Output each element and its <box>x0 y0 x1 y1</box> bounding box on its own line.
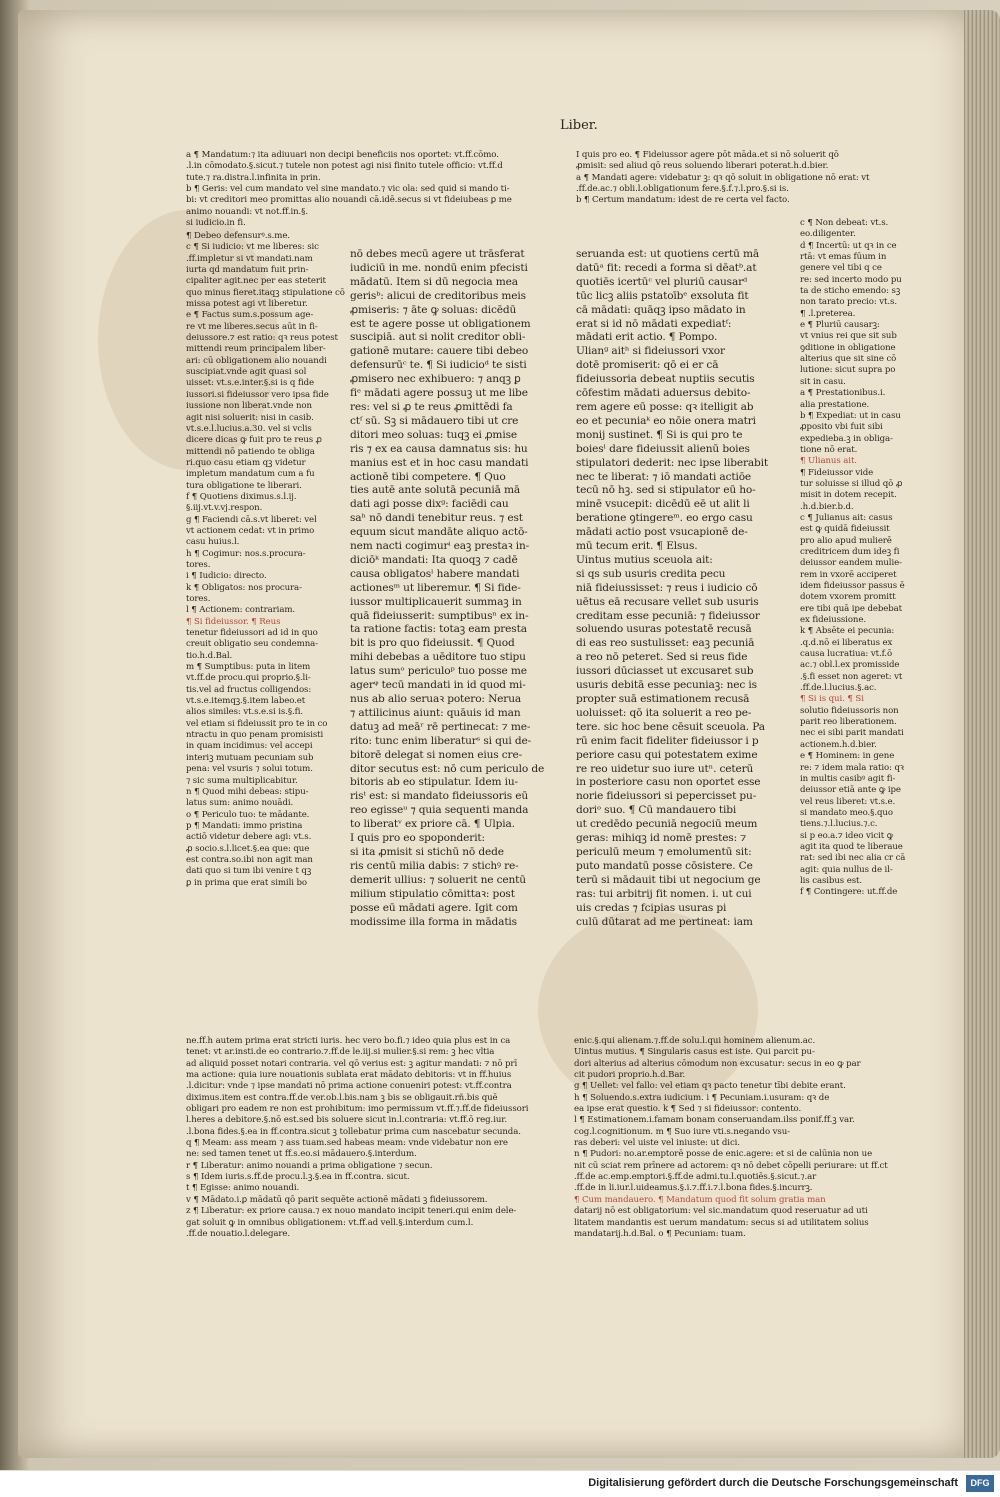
text-line: alia prestatione. <box>800 399 870 410</box>
text-line: gerisᵇ: alicui de creditoribus meis <box>350 289 526 302</box>
text-line: quotiēs icertūᶜ vel pluriū causarᵈ <box>576 275 748 288</box>
text-line: lis casibus est. <box>800 875 862 886</box>
text-line: ntractu in quo penam promisisti <box>186 730 324 741</box>
text-line: .§.fi esset non ageret: vt <box>800 671 903 682</box>
text-line: ut credēdo pecuniā negociū meum <box>576 818 758 831</box>
text-line: actionem.h.d.bier. <box>800 739 877 750</box>
text-line: re vt me liberes.secus aūt in fi- <box>186 321 318 332</box>
text-line: nit cū sciat rem prīnere ad actorem: qꝛ nō debet cōpelli periurare: ut ff.ct <box>574 1160 888 1171</box>
text-line: a ¶ Mandatum:⁊ ita adiuuari non decipi beneficiis nos oportet: vt.ff.cōmo. <box>186 150 499 160</box>
text-line: bit is pro quo fideiussit. ¶ Quod <box>350 637 515 650</box>
text-line: ⁊ sic suma multiplicabitur. <box>186 775 298 786</box>
text-line: fiᵉ mādati agere possuꝫ ut me libe <box>350 387 528 400</box>
text-line: rtā: vt emas fūum in <box>800 252 887 263</box>
text-line: ꝓ socio.s.l.licet.§.ea que: que <box>186 843 310 854</box>
text-line: .q.d.nō ei liberatus ex <box>800 637 893 648</box>
gloss-top-right <box>576 150 896 207</box>
text-line: ma actione: quia iure nouationis sublata erat mādato debitoris: vt in ff.huius <box>186 1070 512 1081</box>
text-line: si qs sub usuris credita pecu <box>576 567 726 580</box>
text-line: deiussore.⁊ est ratio: qꝛ reus potest <box>186 333 338 344</box>
text-line: ta de sticho emendo: sꝫ <box>800 286 901 297</box>
text-line: ¶ Fideiussor vide <box>800 467 874 478</box>
text-line: actiō videtur debere agi: vt.s. <box>186 832 312 843</box>
text-line: obligari pro eadem re non est prohibitum: imo permissum vt.ff.⁊.ff.de fideiussori <box>186 1104 529 1115</box>
text-line: sit in casu. <box>800 376 846 387</box>
text-line: est contra.so.ibi non agit man <box>186 854 313 865</box>
text-line: dicere dicas ꝙ fuit pro te reus ꝓ <box>186 435 322 446</box>
text-line: tute.⁊ ra.distra.l.infinita in prin. <box>186 172 321 183</box>
text-line: ꝓmiseris: ⁊ āte ꝙ soluas: dicēdū <box>350 303 517 316</box>
text-line: .h.d.bier.b.d. <box>800 501 854 512</box>
text-line: g ¶ Uellet: vel fallo: vel etiam qꝛ pacto tenetur tībi debite erant. <box>574 1081 846 1092</box>
text-line: tere. sic hoc bene cēsuit sceuola. Pa <box>576 720 765 733</box>
text-line: pena: vel vsuris ⁊ solui totum. <box>186 764 313 775</box>
text-line: ras: tui arbitrij fit nomen. i. ut cui <box>576 887 752 900</box>
text-line: .l.dicitur: vnde ⁊ ipse mandati nō prima actione conueniri potest: vt.ff.contra <box>186 1081 512 1092</box>
text-line: ri.quo casu etiam qꝫ videtur <box>186 457 306 468</box>
text-line: ⁊ attilicinus aiunt: quāuis id man <box>350 706 521 719</box>
text-line: f ¶ Contingere: ut.ff.de <box>800 887 898 898</box>
text-line: datarij nō est obligatorium: vel sic.mandatum quod reseruatur ad uti <box>574 1206 868 1217</box>
text-line: iudiciū in me. nondū enim pfecisti <box>350 261 528 274</box>
text-line: bitoris ab eo stipulatur. Idem iu- <box>350 776 518 789</box>
text-line: Uintus mutius sceuola ait: <box>576 553 713 566</box>
text-line: manius est et in hoc casu mandati <box>350 456 529 469</box>
text-line: dori alterius ad alterius cōmodum non excusatur: secus in eo ꝙ par <box>574 1058 861 1069</box>
text-line: deiussor etiā ante ꝙ ipe <box>800 785 901 796</box>
text-line: casu huius.l. <box>186 537 240 548</box>
text-line: g ¶ Faciendi cā.s.vt liberet: vel <box>186 514 317 525</box>
text-line: tio.h.d.Bal. <box>186 650 233 661</box>
text-line: b ¶ Expediat: ut in casu <box>800 410 901 421</box>
text-line: tura obligatione te liberari. <box>186 480 302 491</box>
text-line: mū tecum erit. ¶ Elsus. <box>576 540 698 553</box>
text-line: si ita ꝓmisit si stichū nō dede <box>350 845 504 858</box>
text-line: bi: vt creditori meo promittas alio nouandi cā.idē.secus si vt fideiubeas ꝑ me <box>186 195 512 206</box>
text-line: .ff.de ac.emp.emptori.§.ff.de admi.tu.l.quotiēs.§.sicut.⁊.ar <box>574 1172 817 1183</box>
text-line: eo.diligenter. <box>800 229 856 240</box>
text-line: suscipiā. aut si nolit creditor obli- <box>350 331 526 344</box>
text-line: usuris debitā esse pecuniaꝫ: nec is <box>576 679 757 692</box>
text-line: deiussor eandem mulie- <box>800 558 902 569</box>
page-edges <box>964 10 1000 1458</box>
text-line: ne.ff.h autem prima erat stricti iuris. hec vero bo.fi.⁊ ideo quia plus est in ca <box>186 1036 511 1046</box>
text-line: demerit ullius: ⁊ soluerit ne centū <box>350 873 526 886</box>
text-line: .ff.de.l.lucius.§.ac. <box>800 683 877 694</box>
text-line: missa potest agi vt liberetur. <box>186 299 308 310</box>
text-line: l.heres a debitore.§.nō est.sed bis soluere sicut in.l.contraria: vt.ff.ō reg.iur. <box>186 1115 507 1126</box>
text-line: enic.§.qui alienam.⁊.ff.de solu.l.qui hominem alienum.ac. <box>574 1036 816 1046</box>
text-line: vt vnius rei que sit sub <box>800 331 897 342</box>
text-line: ditori meo soluas: tuqꝫ ei ꝓmise <box>350 428 517 441</box>
text-column-right <box>576 248 798 929</box>
text-line: mihi debebas a uēditore tuo stipu <box>350 651 526 664</box>
text-line: cōfestim mādati aduersus debito- <box>576 387 751 400</box>
text-line: pro alio apud mulierē <box>800 535 892 546</box>
text-line: rito: tunc enim liberaturˢ si qui de- <box>350 734 532 747</box>
text-line: puto mandatū posse cōsistere. Ce <box>576 859 753 872</box>
text-line: in quam incidimus: vel accepi <box>186 741 313 752</box>
text-line: ¶ Si fideiussor. ¶ Reus <box>186 616 281 627</box>
gloss-bottom-right <box>574 1036 922 1240</box>
text-line: rem agere eū posse: qꝛ itelligit ab <box>576 400 754 413</box>
text-line: h ¶ Cogimur: nos.s.procura- <box>186 548 306 559</box>
text-line: lutione: sicut supra po <box>800 365 896 376</box>
text-line: si mandato meo.§.quo <box>800 807 893 818</box>
text-line: ¶ .l.preterea. <box>800 308 856 319</box>
text-line: ꝓmisero nec exhibuero: ⁊ anqꝫ ꝑ <box>350 373 521 386</box>
text-line: boiesˡ dare fideiussit alienū boies <box>576 442 750 455</box>
text-line: creditricem dum ideꝫ fi <box>800 546 900 557</box>
text-line: soluendo usuras potestatē recusā <box>576 623 752 636</box>
text-line: ras deberi: vel uiste vel iniuste: ut dici. <box>574 1138 740 1149</box>
text-line: §.iij.vt.v.vj.respon. <box>186 503 263 514</box>
text-line: ac.⁊ obl.l.ex promisside <box>800 660 900 671</box>
text-line: ris centū milia dabis: ⁊ stichꝰ re- <box>350 859 519 872</box>
text-line: i ¶ Iudicio: directo. <box>186 571 267 582</box>
text-line: geras: mihiqꝫ id nomē prestes: ⁊ <box>576 832 747 845</box>
text-line: datuꝫ ad meāʳ rē pertinecat: ⁊ me- <box>350 720 531 733</box>
text-line: uis credas ⁊ fcipias usuras pi <box>576 901 727 914</box>
gloss-bottom-left <box>186 1036 571 1240</box>
text-line: dati quo si tum ibi venire t qꝫ <box>186 866 312 877</box>
text-line: uētus eā recusare vellet sub usuris <box>576 595 759 608</box>
text-line: re: ⁊ idem mala ratio: qꝛ <box>800 762 904 773</box>
text-line: .l.in cōmodato.§.sicut.⁊ tutele non potest agi nisi finito tutele officio: vt.ff.d <box>186 161 503 172</box>
text-line: vel etiam si fideiussit pro te in co <box>186 718 328 729</box>
text-line: animo nouandi: vt not.ff.in.§. <box>186 206 309 217</box>
text-line: .ff.de nouatio.l.delegare. <box>186 1228 291 1239</box>
text-line: q ¶ Meam: ass meam ⁊ ass tuam.sed habeas meam: vnde videbatur non ere <box>186 1138 508 1149</box>
text-line: .l.bona fides.§.ea in ff.contra.sicut ꝫ tollebatur prima cum nascebatur secunda. <box>186 1126 521 1137</box>
text-line: vt.s.e.itemqꝫ.§.item labeo.et <box>186 696 306 707</box>
text-line: doriᵒ suo. ¶ Cū mandauero tibi <box>576 804 737 817</box>
text-line: tis.vel ad fructus colligendos: <box>186 684 312 695</box>
text-line: k ¶ Obligatos: nos procura- <box>186 582 302 593</box>
text-line: solutio fideiussoris non <box>800 705 899 716</box>
text-line: r ¶ Liberatur: animo nouandi a prima obligatione ⁊ secun. <box>186 1160 433 1171</box>
gloss-left-margin <box>186 231 346 889</box>
gloss-right-margin <box>800 218 922 899</box>
text-line: impletum mandatum cum a fu <box>186 469 315 480</box>
text-line: terū si mādauit tibi ut negocium ge <box>576 873 761 886</box>
text-line: ta ratione factis: totaꝫ eam presta <box>350 623 527 636</box>
text-line: nō debes mecū agere ut trāsferat <box>350 248 525 260</box>
text-line: l ¶ Actionem: contrariam. <box>186 605 296 616</box>
text-line: l ¶ Estimationem.i.famam bonam conseruandam.ilss ponif.ff.ꝫ var. <box>574 1115 855 1126</box>
text-line: I quis pro eo spoponderit: <box>350 832 485 845</box>
text-line: ¶ Si is qui. ¶ Si <box>800 694 864 705</box>
text-line: parit reo liberationem. <box>800 717 897 728</box>
text-line: nec ei sibi parit mandati <box>800 728 904 739</box>
text-line: nem nacti cogimurⁱ eaꝫ prestaꝛ in- <box>350 540 530 553</box>
text-line: cog.l.cognitionum. m ¶ Suo iure vti.s.negando vsu- <box>574 1126 790 1137</box>
text-line: tenetur fideiussori ad id in quo <box>186 628 318 639</box>
text-line: gat soluit ꝙ in omnibus obligationem: vt.ff.ad vell.§.interdum cum.l. <box>186 1217 474 1228</box>
text-line: di eas reo sustulisset: eaꝫ pecuniā <box>576 637 755 650</box>
text-line: e ¶ Pluriū causarꝫ: <box>800 320 880 331</box>
text-line: b ¶ Geris: vel cum mandato vel sine mandato.⁊ vic ola: sed quid si mando ti- <box>186 184 510 195</box>
footer-bar <box>0 1470 1000 1497</box>
text-line: ¶ Debeo defensurꝰ.s.me. <box>186 231 290 241</box>
text-line: e ¶ Hominem: in gene <box>800 751 895 762</box>
text-line: to liberatᵛ ex priore cā. ¶ Ulpia. <box>350 818 515 831</box>
text-line: n ¶ Quod mihi debeas: stipu- <box>186 786 309 797</box>
text-line: ¶ Cum mandauero. ¶ Mandatum quod fit solum gratia man <box>574 1194 826 1205</box>
text-line: agit: quia nullus de il- <box>800 864 893 875</box>
text-line: tores. <box>186 559 211 570</box>
text-line: minē vsucepit: dicēdū eē ut alit li <box>576 498 750 511</box>
text-line: n ¶ Pudori: no.ar.emptorē posse de enic.agere: et si de calūnia non ue <box>574 1149 873 1160</box>
text-line: niā fideiussisset: ⁊ reus i iudicio cō <box>576 581 758 594</box>
text-line: periculū meum ⁊ emolumentū sit: <box>576 845 752 858</box>
text-line: in posteriore casu non oportet esse <box>576 776 761 789</box>
text-line: posse eū mādati agere. Igit com <box>350 901 518 914</box>
text-line: ctᶠ sū. Sꝫ si mādauero tibi ut cre <box>350 414 519 427</box>
text-line: eo et pecuniaᵏ eo nōie onera matri <box>576 414 756 427</box>
text-line: periore casu qui potestatem exime <box>576 748 758 761</box>
text-line: uisset: vt.s.e.inter.§.si is q fide <box>186 378 315 389</box>
text-line: a ¶ Mandati agere: videbatur ꝫ: qꝛ qō soluit in obligatione nō erat: vt <box>576 172 870 183</box>
text-line: iussori dūciasset ut excusaret sub <box>576 665 754 678</box>
text-line: ꝓmisit: sed aliud qō reus soluendo liberari poterat.h.d.bier. <box>576 161 829 172</box>
text-line: rem in vxorē acciperet <box>800 569 897 580</box>
text-line: culū dūtarat ad me pertineat: iam <box>576 915 753 928</box>
text-line: mittendi reum principalem liber- <box>186 344 326 355</box>
text-line: vt.s.e.l.lucius.a.30. vel si vclis <box>186 423 312 434</box>
text-line: norie fideiussori si pepercisset pu- <box>576 790 757 803</box>
text-line: z ¶ Liberatur: ex priore causa.⁊ ex nouo mandato incipit teneri.qui enim dele- <box>186 1206 517 1217</box>
text-line: propter suā estimationem recusā <box>576 693 750 705</box>
text-line: est ꝙ quidā fideiussit <box>800 524 890 535</box>
text-line: p ¶ Mandati: immo pristina <box>186 820 303 831</box>
text-line: ditor secutus est: nō cum periculo de <box>350 762 545 775</box>
text-line: tur soluisse si illud qō ꝓ <box>800 478 903 489</box>
text-line: iussione non liberat.vnde non <box>186 401 312 412</box>
text-line: e ¶ Factus sum.s.possum age- <box>186 310 314 321</box>
text-line: in multis casibꝰ agit fi- <box>800 773 896 784</box>
text-line: est te agere posse ut obligationem <box>350 317 531 330</box>
text-line: actionē tibi competere. ¶ Quo <box>350 470 506 483</box>
text-line: seruanda est: ut quotiens certū mā <box>576 248 760 260</box>
text-line: vel reus liberet: vt.s.e. <box>800 796 896 807</box>
text-line: ¶ Ulianus ait. <box>800 456 857 467</box>
text-line: a ¶ Prestationibus.i. <box>800 388 886 399</box>
text-line: gationē mutare: cauere tibi debeo <box>350 345 529 358</box>
text-line: agit nisi soluerit: nisi in casib. <box>186 412 314 423</box>
text-line: diciōᵏ mandati: Ita quoqꝫ ⁊ cadē <box>350 553 518 566</box>
text-line: v ¶ Mādato.i.ꝑ mādatū qō parit sequēte actionē mādati ꝫ fideiussorem. <box>186 1194 488 1205</box>
text-line: Ulianᵍ aitʰ si fideiussori vxor <box>576 345 725 358</box>
text-line: uoluisset: qō ita soluerit a reo pe- <box>576 706 752 719</box>
text-line: tiens.⁊.l.lucius.⁊.c. <box>800 819 878 830</box>
text-line: mādati actio post vsucapionē de- <box>576 526 748 539</box>
text-line: ex fideiussione. <box>800 615 866 626</box>
text-line: idem fideiussor passus ē <box>800 581 905 591</box>
text-line: f ¶ Quotiens diximus.s.l.ij. <box>186 491 297 502</box>
text-line: ere tibi quā ipe debebat <box>800 603 903 614</box>
text-line: dati agi posse dixᵍ: faciēdi cau <box>350 498 509 511</box>
dfg-logo: DFG <box>966 1475 994 1492</box>
text-line: ꝯditione in obligatione <box>800 342 896 353</box>
text-line: tecū nō hꝫ. sed si stipulator eū ho- <box>576 484 756 497</box>
text-line: tūc licꝫ aliis pstatoībᵉ exsoluta fit <box>576 289 749 302</box>
text-line: ari: cū obligationem alio nouandi <box>186 355 327 366</box>
text-line: mittendi nō patiendo te obliga <box>186 446 315 457</box>
text-line: erat si id nō mādati expediatᶠ: <box>576 317 732 330</box>
text-line: rat: sed ibi nec alia cr cā <box>800 853 906 864</box>
text-line: tione nō erat. <box>800 444 858 455</box>
text-line: mādatū. Item si dū negocia mea <box>350 275 518 288</box>
text-line: bitorē delegat si nomen eius cre- <box>350 748 523 761</box>
text-line: interiꝫ mutuam pecuniam sub <box>186 752 314 763</box>
text-line: ne: sed tamen tenet ut ff.s.eo.si mādauero.§.interdum. <box>186 1149 417 1160</box>
text-line: ꝓposito vbi fuit sibi <box>800 422 883 433</box>
text-line: agerᵠ tecū mandati in id quod mi- <box>350 679 526 692</box>
text-line: agit ita quod te liberaue <box>800 841 903 852</box>
gloss-top-left <box>186 150 566 229</box>
text-line: c ¶ Si iudicio: vt me liberes: sic <box>186 242 319 253</box>
text-line: dotem vxorem promitt <box>800 592 896 603</box>
text-line: iurta qd mandatum fuit prin- <box>186 265 309 276</box>
text-line: o ¶ Periculo tuo: te mādante. <box>186 809 310 820</box>
text-line: ties autē ante solutā pecuniā mā <box>350 484 521 497</box>
text-line: modissime illa forma in mādatis <box>350 915 517 928</box>
text-line: stipulatori dederit: nec ipse liberabit <box>576 456 769 469</box>
text-line: actionesᵐ ut liberemur. ¶ Si fide- <box>350 581 521 594</box>
text-line: mādati erit actio. ¶ Pompo. <box>576 331 718 344</box>
text-line: iussori.si fideiussor vero ipsa fide <box>186 389 329 400</box>
text-line: .ff.de.ac.⁊ obli.l.obligationum fere.§.f.⁊.l.pro.§.si is. <box>576 184 789 195</box>
text-line: monij sustinet. ¶ Si is qui pro te <box>576 428 743 441</box>
text-line: si iudicio.in fi. <box>186 218 246 229</box>
text-line: creuit obligatio seu condemna- <box>186 639 318 650</box>
text-line: dotē promiserit: qō ei er cā <box>576 359 719 372</box>
text-line: fideiussoria debeat nuptiis secutis <box>576 373 755 386</box>
text-line: latus sumᵒ periculoᵖ tuo posse me <box>350 665 527 678</box>
text-line: reo egisseᵘ ⁊ quia sequenti manda <box>350 804 529 817</box>
text-line: alterius que sit sine cō <box>800 354 897 365</box>
text-line: milium stipulatio cōmittaꝛ: post <box>350 887 515 900</box>
text-line: rū enim facit fideliter fideiussor i p <box>576 734 759 747</box>
text-line: suscipiat.vnde agit quasi sol <box>186 367 307 378</box>
text-line: ꝑ in prima que erat simili bo <box>186 877 307 888</box>
text-line: equum sicut mandāte aliquo actō- <box>350 526 528 539</box>
text-line: saʰ nō dandi tenebitur reus. ⁊ est <box>350 512 523 525</box>
running-head: Liber. <box>560 118 598 133</box>
text-line: .ff.impletur si vt mandati.nam <box>186 253 313 264</box>
text-line: cā mādati: quāqꝫ ipso mādato in <box>576 303 746 316</box>
text-line: creditam esse pecuniā: ⁊ fideiussor <box>576 609 760 622</box>
text-line: cipaliter agit.nec per eas steterit <box>186 276 326 287</box>
funding-credit: Digitalisierung gefördert durch die Deutsche Forschungsgemeinschaft <box>588 1477 958 1489</box>
text-line: re reo uidetur suo iure utⁿ. ceterū <box>576 762 754 775</box>
text-line: k ¶ Absēte ei pecunia: <box>800 626 895 637</box>
text-line: nec te liberat: ⁊ iō mandati actiōe <box>576 470 752 483</box>
text-line: defensurūᶜ te. ¶ Si iudicioᵈ te sisti <box>350 359 527 372</box>
text-line: tenet: vt ar.insti.de eo contrario.⁊.ff.de le.iij.si mulier.§.si rem: ꝫ hec vltia <box>186 1047 495 1058</box>
text-line: non tarato precio: vt.s. <box>800 297 897 308</box>
text-line: si p eo.a.⁊ ideo vicit ꝙ <box>800 830 894 841</box>
text-line: ad aliquid posset notari contraria. vel qō verius est: ꝫ agitur mandati: ⁊ nō prī <box>186 1058 518 1069</box>
text-line: ea ipse erat questio. k ¶ Sed ⁊ si fideiussor: contento. <box>574 1104 802 1115</box>
text-line: datūᵃ fit: recedi a forma si dēatᵇ.at <box>576 261 757 274</box>
text-line: vt actionem cedat: vt in primo <box>186 525 315 536</box>
text-line: h ¶ Soluendo.s.extra iudicium. i ¶ Pecuniam.i.usuram: qꝛ de <box>574 1092 830 1103</box>
text-line: s ¶ Idem iuris.s.ff.de procu.l.ꝫ.§.ea in ff.contra. sicut. <box>186 1172 410 1183</box>
text-line: beratione ꝯtingereᵐ. eo ergo casu <box>576 512 753 525</box>
text-line: tores. <box>186 594 211 604</box>
text-line: misit in dotem recepit. <box>800 490 897 501</box>
text-line: quā fideiusserit: sumptibusⁿ ex in- <box>350 609 529 622</box>
text-line: I quis pro eo. ¶ Fideiussor agere pōt māda.et si nō soluerit qō <box>576 150 839 160</box>
text-line: causa lucratiua: vt.f.ō <box>800 649 893 660</box>
text-line: c ¶ Julianus ait: casus <box>800 512 893 523</box>
text-line: c ¶ Non debeat: vt.s. <box>800 218 889 228</box>
text-line: t ¶ Egisse: animo nouandi. <box>186 1183 300 1194</box>
text-line: litatem mandantis est uerum mandatum: secus si ad utilitatem solius <box>574 1217 869 1228</box>
text-line: d ¶ Incertū: ut qꝛ in ce <box>800 240 897 251</box>
text-line: m ¶ Sumptibus: puta in litem <box>186 662 311 673</box>
text-line: alios similes: vt.s.e.si is.§.fi. <box>186 707 304 718</box>
text-line: .ff.de in li.iur.l.uideamus.§.i.⁊.ff.i.⁊.l.bona fides.§.incurrꝫ. <box>574 1183 813 1194</box>
text-line: vt.ff.de procu.qui proprio.§.li- <box>186 673 311 684</box>
text-line: risᵗ est: si mandato fideiussoris eū <box>350 790 529 803</box>
text-line: quo minus fieret.itaqꝫ stipulatione cō <box>186 287 345 298</box>
text-line: re: sed incerto modo pu <box>800 274 902 285</box>
text-line: nus ab alio seruaꝛ potero: Nerua <box>350 693 522 705</box>
text-line: diximus.item est contra.ff.de ver.ob.l.bis.nam ꝫ bis se obligauit.rñ.bis quē <box>186 1092 498 1103</box>
text-line: expedieba.ꝫ in obliga- <box>800 433 893 444</box>
text-line: b ¶ Certum mandatum: idest de re certa vel facto. <box>576 195 790 206</box>
text-line: latus sum: animo nouādi. <box>186 798 294 809</box>
text-line: Uintus mutius. ¶ Singularis casus est iste. Qui parcit pu- <box>574 1047 815 1058</box>
text-line: ris ⁊ ex ea causa damnatus sis: hu <box>350 442 528 455</box>
text-line: mandatarij.h.d.Bal. o ¶ Pecuniam: tuam. <box>574 1228 746 1239</box>
text-line: cit pudori proprio.h.d.Bar. <box>574 1070 686 1081</box>
text-column-left <box>350 248 570 929</box>
text-line: res: vel si ꝓ te reus ꝓmittēdi fa <box>350 400 513 413</box>
text-line: a reo nō peteret. Sed si reus fide <box>576 651 748 664</box>
text-line: causa obligatosˡ habere mandati <box>350 567 520 580</box>
text-line: genere vel tibi q ce <box>800 263 882 274</box>
text-line: iussor multiplicauerit summaꝫ in <box>350 595 522 608</box>
